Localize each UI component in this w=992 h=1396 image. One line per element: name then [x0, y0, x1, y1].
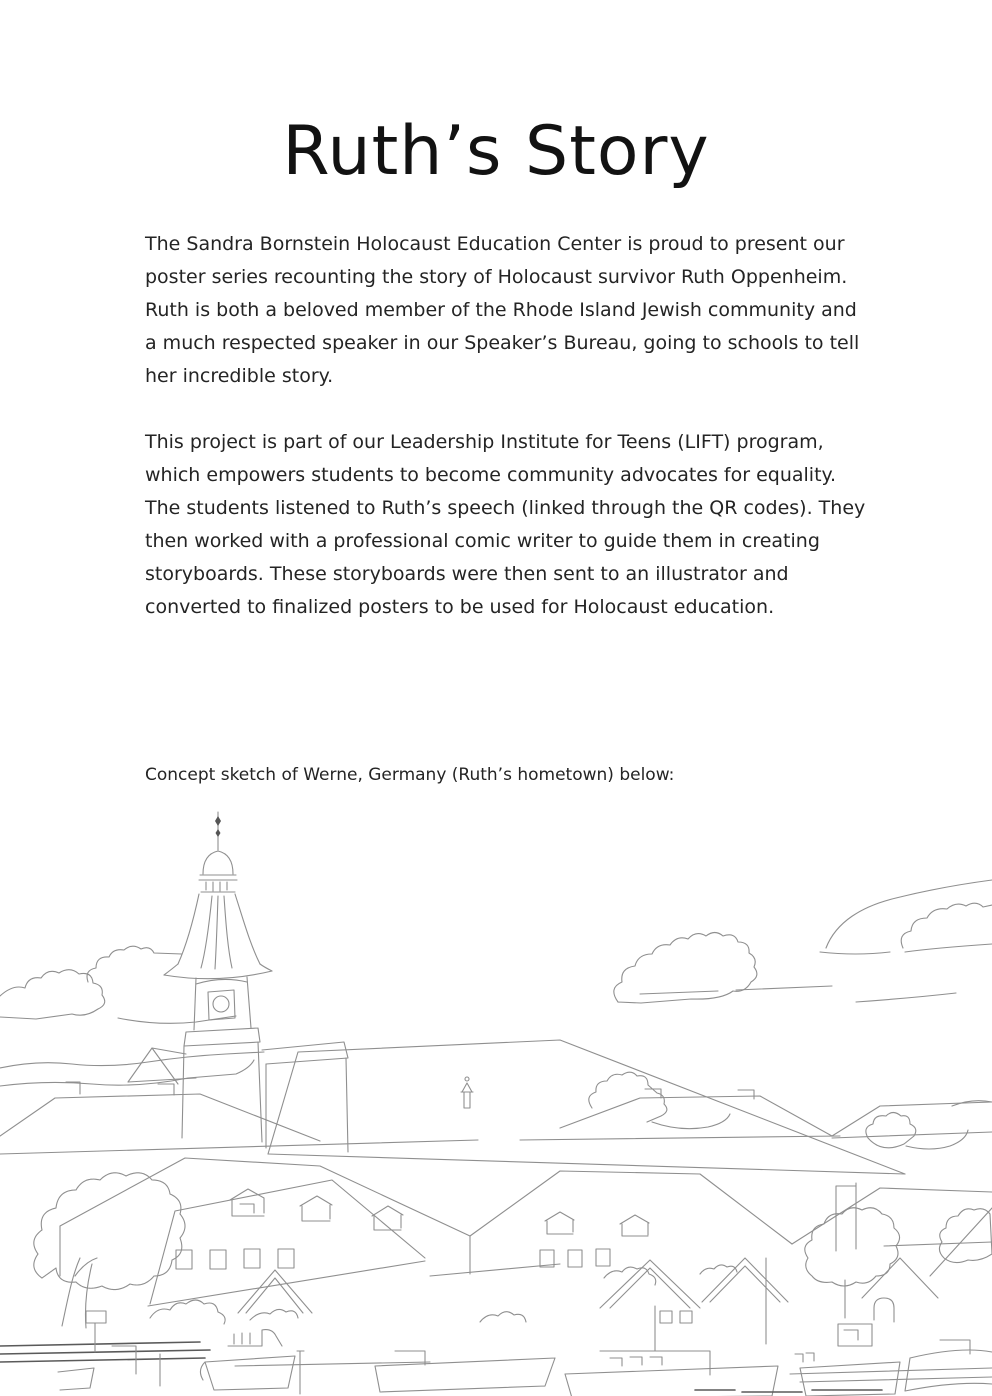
intro-text — [145, 228, 867, 624]
sketch-caption: Concept sketch of Werne, Germany (Ruth’s hometown) below: — [145, 765, 675, 785]
paragraph-about-center: The Sandra Bornstein Holocaust Education Center is proud to present our poster series recounting the story of Holocaust survivor Ruth Oppenheim. Ruth is both a beloved member of the Rhode Island Jewish community and a much respected speaker in our Speaker’s Bureau, going to schools to tell her incredible story. — [145, 233, 860, 387]
page-title: Ruth’s Story — [282, 112, 710, 191]
clouds — [0, 880, 992, 1149]
paragraph-about-project: This project is part of our Leadership Institute for Teens (LIFT) program, which empowers students to become community advocates for equality. The students listened to Ruth’s speech (linked through the QR codes). They then worked with a professional comic writer to guide them in creating storyboards. These storyboards were then sent to an illustrator and converted to finalized posters to be used for Holocaust education. — [145, 431, 866, 618]
church-tower — [128, 812, 348, 1152]
werne-concept-sketch — [0, 806, 992, 1396]
boats-waterfront — [0, 1258, 992, 1396]
